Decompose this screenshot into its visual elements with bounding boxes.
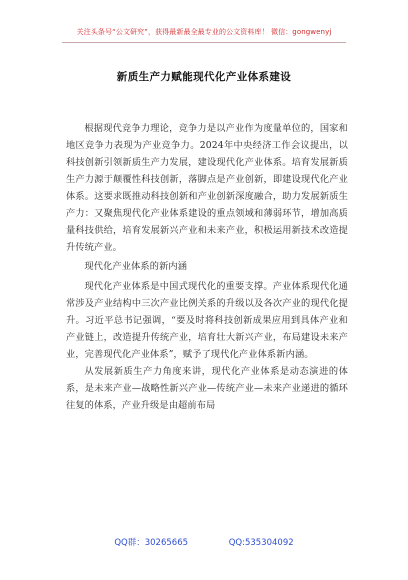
paragraph: 从发展新质生产力角度来讲，现代化产业体系是动态演进的体系，是未来产业—战略性新兴产业—传统产业—未来产业递进的循环往复的体系，产业升级是由超前布局 [66,366,348,411]
paragraph: 根据现代竞争力理论，竞争力是以产业作为度量单位的，国家和地区竞争力表现为产业竞争力。2024年中央经济工作会议提出，以科技创新引领新质生产力发展，建设现代化产业体系。培育发展新质生产力源于颠覆性科技创新，落脚点是产业创新，即建设现代化产业体系。这要求既推动科技创新和产业创新深度融合，助力发展新质生产力：又聚焦现代化产业体系建设的重点领域和薄弱环节，增加高质量科技供给，培育发展新兴产业和未来产业，积极运用新技术改造提升传统产业。 [66,123,348,253]
footer-qq: QQ:535304092 [228,538,294,548]
section-heading: 现代化产业体系的新内涵 [84,261,188,272]
document-title: 新质生产力赋能现代化产业体系建设 [116,71,292,83]
header-note: 关注头条号“公文研究”，获得最新最全最专业的公文资料库！ 微信：gongwenyj [76,28,332,36]
header-divider [62,42,346,43]
footer-contact [0,536,408,548]
document-body [66,120,348,414]
paragraph: 现代化产业体系是中国式现代化的重要支撑。产业体系现代化通常涉及产业结构中三次产业比例关系的升级以及各次产业的现代化提升。习近平总书记强调，“要及时将科技创新成果应用到具体产业和产业链上，改造提升传统产业，培育壮大新兴产业，布局建设未来产业，完善现代化产业体系”，赋予了现代化产业体系新内涵。 [66,281,348,360]
footer-qq-group: QQ群：30265665 [114,538,189,548]
